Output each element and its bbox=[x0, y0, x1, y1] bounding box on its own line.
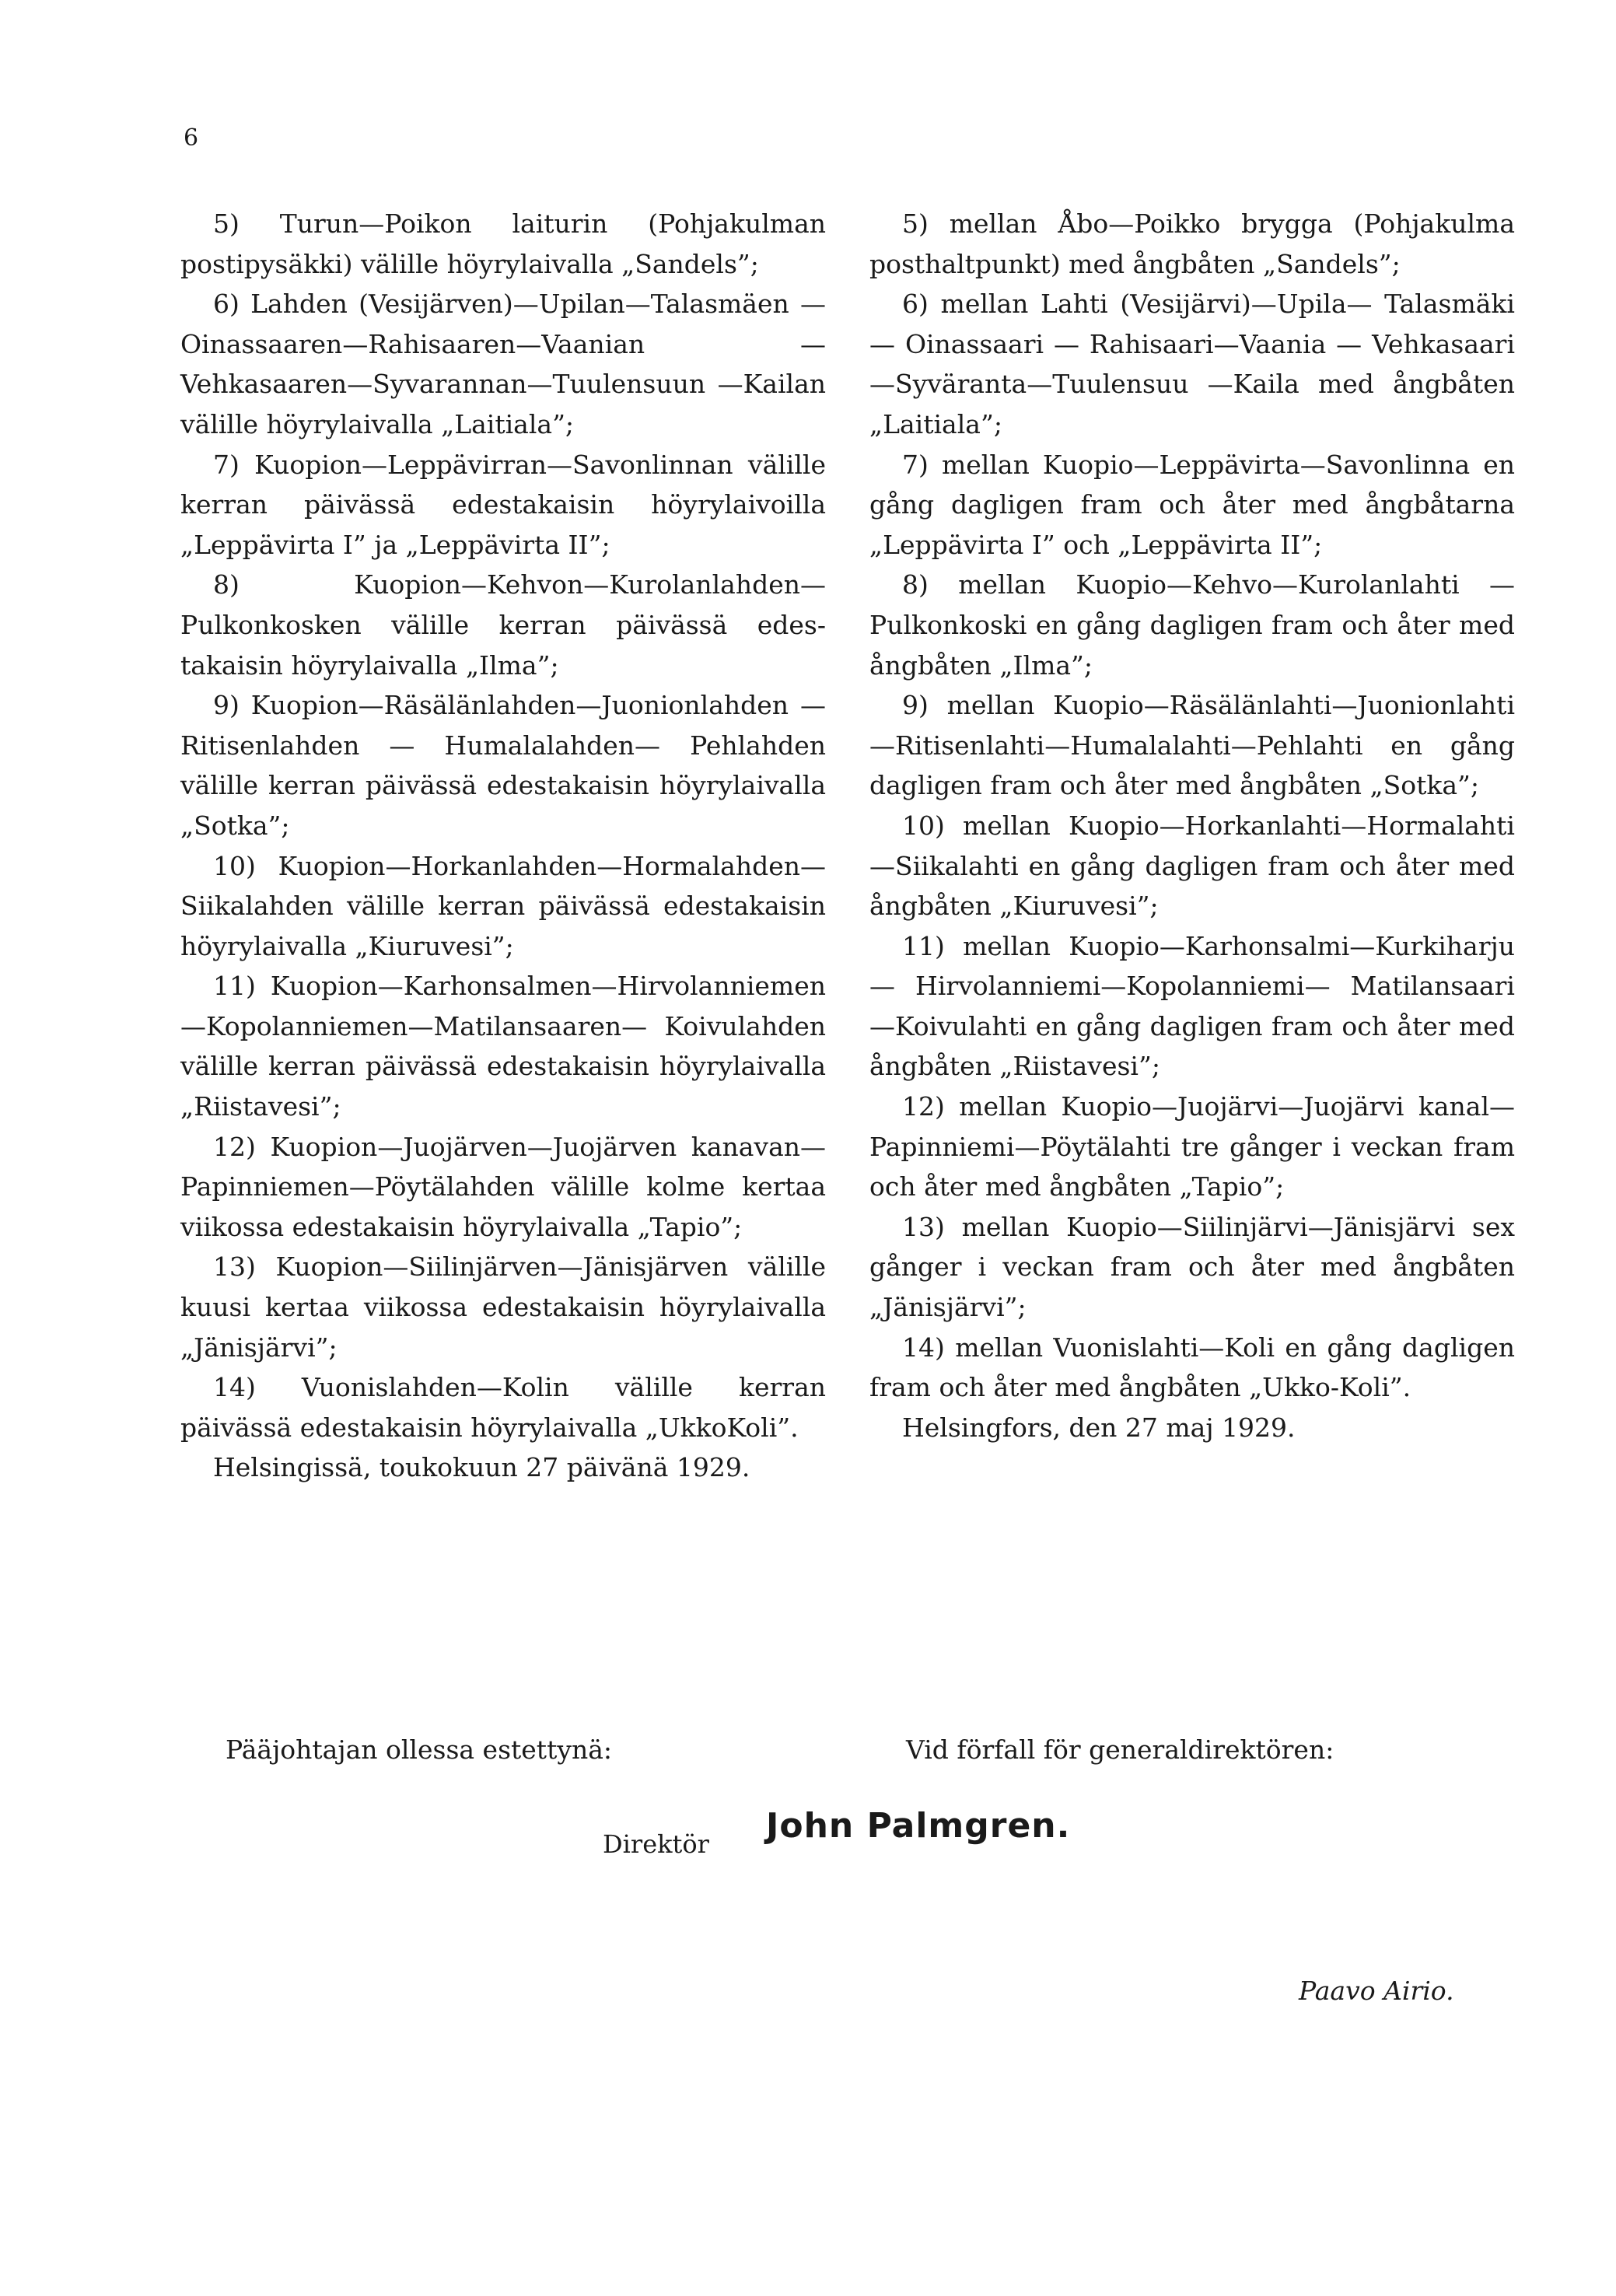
swedish-column bbox=[869, 204, 1515, 1447]
sv-item-9: 9) mellan Kuopio—Räsälänlahti—Juonionlahti—Ritisenlahti—Humalalahti—Pehlahti en gång dagligen fram och åter med ångbåten „Sotka”; bbox=[869, 690, 1515, 801]
fi-item-13: 13) Kuopion—Siilinjärven—Jänisjärven välille kuusi kertaa viikossa edestakaisin höyrylaivalla „Jänisjärvi”; bbox=[180, 1251, 826, 1363]
sv-signoff-date: Helsingfors, den 27 maj 1929. bbox=[902, 1412, 1296, 1443]
director-label: Direktör bbox=[603, 1829, 709, 1859]
fi-item-9: 9) Kuopion—Räsälänlahden—Juonionlahden — Ritisenlahden — Humalalahden— Pehlahden välille kerran päivässä edestakaisin höyrylaivalla „Sotka”; bbox=[180, 690, 826, 841]
fi-item-5: 5) Turun—Poikon laiturin (Pohjakulman postipysäkki) välille höyrylaivalla „Sandels”; bbox=[180, 208, 826, 279]
finnish-column bbox=[180, 204, 826, 1488]
fi-item-14: 14) Vuonislahden—Kolin välille kerran päivässä edestakaisin höyrylaivalla „UkkoKoli”. bbox=[180, 1372, 826, 1443]
fi-item-11: 11) Kuopion—Karhonsalmen—Hirvolanniemen —Kopolanniemen—Matilansaaren— Koivulahden välille kerran päivässä edestakaisin höyrylaivalla „Riistavesi”; bbox=[180, 971, 826, 1122]
fi-signoff-date: Helsingissä, toukokuun 27 päivänä 1929. bbox=[213, 1452, 750, 1483]
sv-item-5: 5) mellan Åbo—Poikko brygga (Pohjakulma posthaltpunkt) med ångbåten „Sandels”; bbox=[869, 208, 1515, 279]
sv-item-14: 14) mellan Vuonislahti—Koli en gång dagligen fram och åter med ångbåten „Ukko-Koli”. bbox=[869, 1332, 1515, 1403]
sv-item-12: 12) mellan Kuopio—Juojärvi—Juojärvi kanal—Papinniemi—Pöytälahti tre gånger i veckan fram och åter med ångbåten „Tapio”; bbox=[869, 1091, 1515, 1202]
sv-item-10: 10) mellan Kuopio—Horkanlahti—Hormalahti—Siikalahti en gång dagligen fram och åter med ångbåten „Kiuruvesi”; bbox=[869, 810, 1515, 922]
sv-item-8: 8) mellan Kuopio—Kehvo—Kurolanlahti —Pulkonkoski en gång dagligen fram och åter med ångbåten „Ilma”; bbox=[869, 569, 1515, 681]
fi-item-8: 8) Kuopion—Kehvon—Kurolanlahden—Pulkonkosken välille kerran päivässä edestakaisin höyrylaivalla „Ilma”; bbox=[180, 569, 826, 681]
director-name: John Palmgren. bbox=[766, 1806, 1071, 1846]
signer-name: Paavo Airio. bbox=[1299, 1976, 1454, 2006]
sv-item-13: 13) mellan Kuopio—Siilinjärvi—Jänisjärvi sex gånger i veckan fram och åter med ångbåten „Jänisjärvi”; bbox=[869, 1211, 1515, 1323]
sv-item-11: 11) mellan Kuopio—Karhonsalmi—Kurkiharju — Hirvolanniemi—Kopolanniemi— Matilansaari—Koivulahti en gång dagligen fram och åter med ångbåten „Riistavesi”; bbox=[869, 930, 1515, 1082]
fi-item-7: 7) Kuopion—Leppävirran—Savonlinnan välille kerran päivässä edestakaisin höyrylaivoilla „Leppävirta I” ja „Leppävirta II”; bbox=[180, 449, 826, 560]
fi-item-12: 12) Kuopion—Juojärven—Juojärven kanavan—Papinniemen—Pöytälahden välille kolme kertaa viikossa edestakaisin höyrylaivalla „Tapio”; bbox=[180, 1131, 826, 1242]
sv-absence-line: Vid förfall för generaldirektören: bbox=[906, 1734, 1334, 1765]
sv-item-7: 7) mellan Kuopio—Leppävirta—Savonlinna en gång dagligen fram och åter med ångbåtarna „Leppävirta I” och „Leppävirta II”; bbox=[869, 449, 1515, 560]
fi-item-6: 6) Lahden (Vesijärven)—Upilan—Talasmäen —Oinassaaren—Rahisaaren—Vaanian — Vehkasaaren—Syvarannan—Tuulensuun —Kailan välille höyrylaivalla „Laitiala”; bbox=[180, 289, 826, 439]
sv-item-6: 6) mellan Lahti (Vesijärvi)—Upila— Talasmäki — Oinassaari — Rahisaari—Vaania — Vehkasaari—Syväranta—Tuulensuu —Kaila med ångbåten „Laitiala”; bbox=[869, 289, 1515, 439]
page-number: 6 bbox=[184, 124, 200, 152]
fi-item-10: 10) Kuopion—Horkanlahden—Hormalahden—Siikalahden välille kerran päivässä edestakaisin höyrylaivalla „Kiuruvesi”; bbox=[180, 850, 826, 961]
fi-absence-line: Pääjohtajan ollessa estettynä: bbox=[226, 1734, 613, 1765]
